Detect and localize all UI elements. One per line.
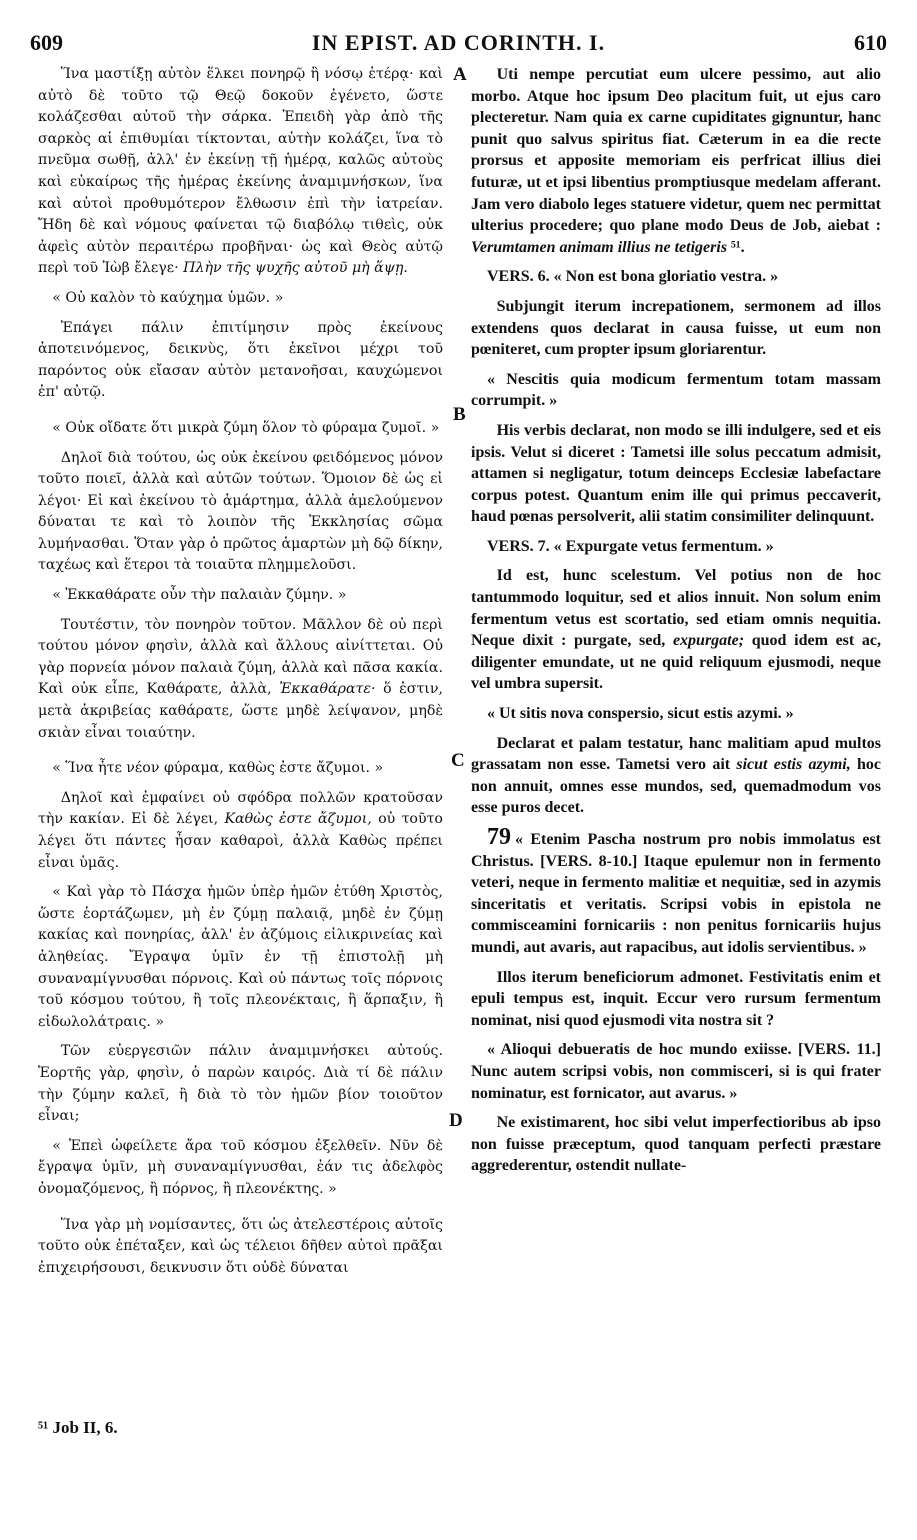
page-header: [30, 30, 887, 60]
latin-paragraph: Uti nempe percutiat eum ulcere pessimo, aut alio morbo. Atque hoc ipsum Deo placitum fuit, ut ejus caro plecteretur. Nam quia ex carne cupiditates gignuntur, hanc punit quo salvus spiritus fiat. Cæterum in ea die recte prorsus et apposite memoriam eis perfricat illius diei futuræ, ut et ipsi libentius promptiusque medelam afferant. Jam vero diabolo leges statuere videtur, quem nec permittat ulterius procedere; quo plane modo Deus de Job, aiebat : Verumtamen animam illius ne tetigeris ⁵¹.: [471, 66, 881, 256]
greek-lemma: « Καὶ γὰρ τὸ Πάσχα ἡμῶν ὑπὲρ ἡμῶν ἐτύθη Χριστὸς, ὥστε ἑορτάζωμεν, μὴ ἐν ζύμῃ παλαιᾷ, μηδὲ ἐν ζύμῃ κακίας καὶ πονηρίας, ἀλλ' ἐν ἀζύμοις εἰλικρινείας καὶ ἀληθείας. Ἔγραψα ὑμῖν ἐν τῇ ἐπιστολῇ μὴ συναναμίγνυσθαι πόρνοις. Καὶ οὐ πάντως τοῖς πόρνοις τοῦ κόσμου τούτου, ἢ τοῖς πλεονέκταις, ἢ ἅρπαξιν, ἢ εἰδωλολάτραις. »: [38, 884, 443, 1030]
greek-paragraph: Δηλοῖ καὶ ἐμφαίνει οὐ σφόδρα πολλῶν κρατοῦσαν τὴν κακίαν. Εἰ δὲ λέγει, Καθὼς ἐστε ἄζυμοι, οὐ τοῦτο λέγει ὅτι πάντες ἦσαν καθαροὶ, ἀλλὰ Καθὼς πρέπει εἶναι ὑμᾶς.: [38, 789, 443, 871]
greek-lemma: « Οὐκ οἴδατε ὅτι μικρὰ ζύμη ὅλον τὸ φύραμα ζυμοῖ. »: [52, 419, 440, 436]
verse-heading: VERS. 7. « Expurgate vetus fermentum. »: [487, 537, 774, 555]
greek-paragraph: Ἐπάγει πάλιν ἐπιτίμησιν πρὸς ἐκείνους ἀποτεινόμενος, δεικνὺς, ὅτι ἐκεῖνοι μέχρι τοῦ παρόντος οὐκ εἴασαν αὐτὸν μετανοῆσαι, καυχώμενοι ἐπ' αὐτῷ.: [38, 319, 443, 401]
greek-paragraph: Δηλοῖ διὰ τούτου, ὡς οὐκ ἐκείνου φειδόμενος μόνον τοῦτο ποιεῖ, ἀλλὰ καὶ αὐτῶν τούτων. Ὅμοιον δὲ ὡς εἰ λέγοι· Εἰ καὶ ἐκείνου τὸ ἁμάρτημα, ἀλλὰ ἀμελούμενον δύναται τε καὶ τὸ λοιπὸν τῆς Ἐκκλησίας σῶμα λυμήνασθαι. Ὅταν γὰρ ὁ πρῶτος ἁμαρτὼν μὴ δῷ δίκην, ταχέως καὶ ἕτεροι τὰ τοιαῦτα πλημμελοῦσι.: [38, 449, 443, 574]
latin-lemma: 79 « Etenim Pascha nostrum pro nobis immolatus est Christus. [VERS. 8-10.] Itaque epulemur non in fermento veteri, neque in fermento malitiæ et nequitiæ, sed in azymis sinceritatis et veritatis. Scripsi vobis in epistola ne commisceamini fornicariis : non penitus fornicariis hujus mundi, aut avaris, aut rapacibus, aut idolis servientibus. »: [471, 824, 881, 956]
latin-paragraph: Id est, hunc scelestum. Vel potius non de hoc tantummodo loquitur, sed et alios innuit. Non solum enim fermentum vetus est scortatio, sed etiam omnis nequitia. Neque dixit : purgate, sed, expurgate; quod idem est ac, diligenter emundate, ut ne quid reliquum ejusmodi, neque vel umbra supersit.: [471, 567, 881, 693]
chapter-number: 79: [487, 824, 511, 850]
latin-lemma: « Nescitis quia modicum fermentum totam massam corrumpit. »: [471, 370, 881, 410]
greek-paragraph: Τουτέστιν, τὸν πονηρὸν τοῦτον. Μᾶλλον δὲ οὐ περὶ τούτου μόνον φησὶν, ἀλλὰ καὶ ἄλλους αἰνίττεται. Οὐ γὰρ πορνεία μόνον παλαιὰ ζύμη, ἀλλὰ καὶ πᾶσα κακία. Καὶ οὐκ εἶπε, Καθάρατε, ἀλλὰ, Ἐκκαθάρατε· ὅ ἐστιν, μετὰ ἀκριβείας καθάρατε, ὥστε μηδὲ λείψανον, μηδὲ σκιὰν εἶναι τοιαύτην.: [38, 616, 443, 741]
greek-lemma: « Ἐκκαθάρατε οὖν τὴν παλαιὰν ζύμην. »: [52, 587, 347, 604]
greek-lemma: « Ἵνα ἦτε νέον φύραμα, καθὼς ἐστε ἄζυμοι. »: [52, 760, 384, 777]
running-title: IN EPIST. AD CORINTH. I.: [311, 30, 606, 55]
verse-heading: VERS. 6. « Non est bona gloriatio vestra. »: [487, 268, 779, 286]
margin-letter-d: D: [449, 1110, 463, 1131]
page-number-right: 610: [854, 30, 887, 55]
latin-paragraph: Illos iterum beneficiorum admonet. Festivitatis enim et epuli tempus est, inquit. Eccur vero rursum fermentum nominat, nisi quod ejusmodi vita nostra sit ?: [471, 968, 881, 1029]
greek-lemma: « Ἐπεὶ ὠφείλετε ἄρα τοῦ κόσμου ἐξελθεῖν. Νῦν δὲ ἔγραψα ὑμῖν, μὴ συναναμίγνυσθαι, ἐάν τις ἀδελφὸς ὀνομαζόμενος, ἢ πόρνος, ἢ πλεονέκτης. »: [38, 1137, 443, 1197]
greek-lemma: « Οὐ καλὸν τὸ καύχημα ὑμῶν. »: [52, 289, 284, 306]
page-number-left: 609: [30, 30, 63, 55]
latin-paragraph: Ne existimarent, hoc sibi velut imperfectioribus ab ipso non fuisse præceptum, quod tanquam perfecti præstare aggrederentur, ostendit nullate-: [471, 1114, 881, 1175]
latin-paragraph: Declarat et palam testatur, hanc malitiam apud multos grassatam non esse. Tametsi vero ait sicut estis azymi, hoc non annuit, omnes esse mundos, sed, quemadmodum vos esse puros decet.: [471, 734, 881, 817]
latin-lemma: « Ut sitis nova conspersio, sicut estis azymi. »: [487, 705, 794, 723]
latin-lemma: « Alioqui debueratis de hoc mundo exiisse. [VERS. 11.] Nunc autem scripsi vobis, non commisceri, si is qui frater nominatur, est fornicator, aut avarus. »: [471, 1041, 881, 1102]
margin-letter-b: B: [453, 404, 466, 425]
greek-paragraph: Ἵνα γὰρ μὴ νομίσαντες, ὅτι ὡς ἀτελεστέροις αὐτοῖς τοῦτο οὐκ ἐπέταξεν, καὶ ὡς τέλειοι δῆθεν αὐτοὶ πρᾶξαι ἐπιχειρήσουσι, δεικνυσιν ὅτι οὐδὲ δύναται: [38, 1216, 443, 1276]
margin-letter-c: C: [451, 750, 465, 771]
greek-column: [38, 64, 443, 1444]
latin-paragraph: Subjungit iterum increpationem, sermonem ad illos extendens quos declarat in causa fuisse, ut eum non pœniteret, cum propter ipsum gloriarentur.: [471, 297, 881, 359]
footnote: ⁵¹ Job II, 6.: [38, 1418, 118, 1437]
greek-paragraph: Ἵνα μαστίξῃ αὐτὸν ἕλκει πονηρῷ ἢ νόσῳ ἑτέρᾳ· καὶ αὐτὸ δὲ τοῦτο τῷ Θεῷ δοκοῦν ἐγένετο, ὥστε κολάζεσθαι αὐτοῦ τὴν σάρκα. Ἐπειδὴ γὰρ ἀπὸ τῆς σαρκὸς αἱ ἐπιθυμίαι τίκτονται, αὐτὴν κολάζει, ἵνα τὸ πνεῦμα σωθῇ, ἀλλ' ἐν ἐκείνῃ τῇ ἡμέρᾳ, καλῶς αὐτοὺς καὶ εὐκαίρως τῆς ἡμέρας ἐκείνης ἀναμιμνήσκων, ἵνα καὶ αὐτοὶ προθυμότερον ἔλθωσιν ἐπὶ τὴν ἰατρείαν. Ἤδη δὲ καὶ νόμους φαίνεται τῷ διαβόλῳ τιθεὶς, οὐκ ἀφεὶς αὐτὸν περαιτέρω προβῆναι· ὡς καὶ Θεὸς αὐτῷ περὶ τοῦ Ἰὼβ ἔλεγε· Πλὴν τῆς ψυχῆς αὐτοῦ μὴ ἅψῃ.: [38, 66, 443, 277]
greek-paragraph: Τῶν εὐεργεσιῶν πάλιν ἀναμιμνήσκει αὐτούς. Ἑορτῆς γὰρ, φησὶν, ὁ παρὼν καιρός. Διὰ τί δὲ πάλιν τὴν ζύμην καλεῖ, ἢ διὰ τὸ τὸν ἡμῶν βίον τοιοῦτον εἶναι;: [38, 1043, 443, 1125]
latin-column: [471, 64, 881, 1444]
margin-letter-a: A: [453, 64, 467, 85]
latin-paragraph: His verbis declarat, non modo se illi indulgere, sed et eis ipsis. Velut si diceret : Tametsi ille solus peccatum admisit, attamen si negligatur, totum deinceps Ecclesiæ labefactare corpus potest. Quantum enim ille qui primus peccaverit, haud pœnas persolverit, alii statim consimiliter delinquunt.: [471, 421, 881, 526]
